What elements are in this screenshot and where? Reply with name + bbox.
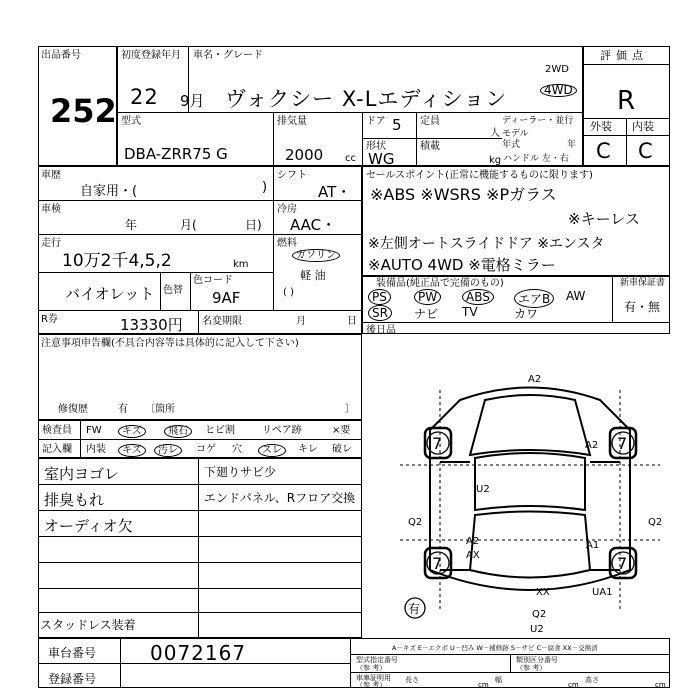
shape-label: 形状 bbox=[366, 141, 386, 152]
repair-place: 〔箇所 bbox=[145, 404, 175, 415]
mileage-label: 走行 bbox=[41, 238, 61, 249]
svg-text:7: 7 bbox=[617, 554, 628, 573]
inspector-row1-item: ×要 bbox=[332, 425, 351, 436]
history-label: 車歴 bbox=[41, 170, 61, 181]
yes-mark: 有 bbox=[408, 602, 421, 616]
svg-text:7: 7 bbox=[432, 554, 443, 573]
interior-grade: C bbox=[638, 139, 654, 163]
roof bbox=[475, 453, 585, 510]
shift-label: シフト bbox=[277, 170, 307, 181]
equipment-item: ABS bbox=[462, 289, 494, 305]
mark-a2-right: A2 bbox=[585, 440, 599, 451]
new-warranty-label: 新車保証書 bbox=[620, 278, 666, 288]
cat-label: 類別区分番号 bbox=[516, 656, 558, 664]
reg-year-label: 初度登録年月 bbox=[121, 50, 181, 61]
legend: A－キズ E－エクボ U－凹み W－補修跡 S－サビ C－腐食 XX－交換済 bbox=[392, 644, 598, 652]
model-year-label: モデル bbox=[502, 129, 529, 139]
fuel-label: 燃料 bbox=[277, 238, 297, 249]
after-label: 後日品 bbox=[366, 325, 396, 336]
svg-text:7: 7 bbox=[617, 434, 628, 453]
lot-number: 252 bbox=[50, 92, 117, 130]
mark-ax: AX bbox=[466, 550, 480, 561]
repair-close: 〕 bbox=[345, 404, 355, 415]
car-name-label: 車名・グレード bbox=[193, 50, 263, 61]
length-label: 長さ bbox=[405, 676, 419, 684]
equipment-item: カワ bbox=[514, 307, 539, 321]
mark-q2-right: Q2 bbox=[648, 517, 663, 528]
chassis-value: 0072167 bbox=[150, 641, 247, 665]
registration-label: 登録番号 bbox=[48, 672, 97, 686]
fuel-diesel: 軽 油 bbox=[300, 269, 326, 282]
drive-2wd: 2WD bbox=[545, 64, 569, 75]
svg-text:7: 7 bbox=[432, 434, 443, 453]
notes-label: 注意事項申告欄(不具合内容等は具体的に記入して下さい) bbox=[41, 338, 299, 349]
capacity-unit: 人 bbox=[490, 128, 500, 139]
fuel-gas: ガソリン bbox=[292, 249, 340, 262]
height-cm: cm bbox=[655, 681, 666, 689]
equipment-item: SR bbox=[368, 305, 392, 321]
inspector-row1-item: キズ bbox=[118, 425, 146, 438]
history-value: 自家用・( bbox=[80, 184, 138, 199]
rating-score: R bbox=[617, 86, 637, 116]
car-outline bbox=[430, 388, 630, 591]
handle-label: ハンドル 左・右 bbox=[503, 154, 569, 164]
cert-label: 型式指定番号 bbox=[356, 656, 398, 664]
mark-a1: A1 bbox=[586, 540, 600, 551]
mark-q2-left: Q2 bbox=[408, 517, 423, 528]
doors-value: 5 bbox=[392, 116, 402, 134]
width-label: 幅 bbox=[495, 676, 502, 684]
fuel-paren: ( ) bbox=[283, 287, 294, 298]
height-label: 高さ bbox=[585, 676, 599, 684]
inspector-row2-item: 汚レ bbox=[154, 444, 182, 457]
year-label: 年式 bbox=[502, 140, 521, 150]
chassis-label: 車台番号 bbox=[48, 646, 97, 660]
mark-q2-bottom: Q2 bbox=[532, 609, 547, 620]
inspector-row2-item: キズ bbox=[118, 444, 146, 457]
inspector-row2-item: 内装 bbox=[86, 444, 106, 455]
cat-ref: （参 考） bbox=[516, 664, 547, 672]
mileage-unit: km bbox=[233, 259, 249, 270]
displacement-label: 排気量 bbox=[277, 116, 307, 127]
reg-month-value: 9月 bbox=[180, 92, 205, 110]
year-unit: 年 bbox=[567, 140, 577, 150]
sales-point-line-3: ※左側オートスライドドア ※エンスタ bbox=[368, 236, 605, 252]
remark-left-4: スタッドレス装着 bbox=[40, 618, 136, 632]
displacement-unit: cc bbox=[345, 153, 356, 164]
shape-value: WG bbox=[368, 150, 395, 168]
inspector-row2-item: スレ bbox=[258, 444, 286, 457]
mark-a2-rear: A2 bbox=[466, 536, 480, 547]
exterior-label: 外装 bbox=[590, 120, 612, 133]
remark-right-1: 下廻りサビ少 bbox=[204, 465, 277, 479]
recycle-label: R券 bbox=[41, 314, 58, 325]
rating-label: 評価点 bbox=[600, 49, 648, 62]
inspector-row2-item: 破レ bbox=[332, 444, 352, 455]
mark-u2: U2 bbox=[476, 484, 490, 495]
load-label: 積載 bbox=[420, 141, 440, 152]
inspector-row2-item: 穴 bbox=[232, 444, 242, 455]
remark-left-3: オーディオ欠 bbox=[44, 517, 133, 535]
sales-point-line-1: ※ABS ※WSRS ※Pガラス bbox=[370, 185, 557, 204]
cert-ref: （参 考） bbox=[356, 664, 387, 672]
inspector-row1-item: FW bbox=[86, 425, 102, 436]
equipment-item: エアB bbox=[514, 289, 554, 308]
term-day: 日 bbox=[347, 316, 357, 327]
mark-xx: XX bbox=[536, 587, 550, 598]
interior-label: 内装 bbox=[632, 120, 654, 133]
color-value: バイオレット bbox=[65, 285, 155, 303]
remark-left-1: 室内ヨゴレ bbox=[44, 465, 120, 483]
remarks-box bbox=[38, 458, 362, 638]
color-code-value: 9AF bbox=[212, 289, 241, 307]
shift-value: AT・ bbox=[318, 183, 352, 201]
mark-a2-top: A2 bbox=[528, 374, 542, 385]
dealer-label: ディーラー・並行 bbox=[502, 116, 574, 126]
car-cert-label: 車庫証明用 bbox=[356, 674, 391, 682]
inspector-row1-item: 飛石 bbox=[164, 425, 192, 438]
model-label: 型式 bbox=[121, 116, 141, 127]
sales-point-line-4: ※AUTO 4WD ※電格ミラー bbox=[368, 256, 556, 274]
inspector-row1-item: ヒビ割 bbox=[205, 425, 235, 436]
term-label: 名変期限 bbox=[202, 316, 242, 327]
equipment-item: AW bbox=[566, 289, 586, 303]
rear bbox=[470, 512, 590, 578]
sales-point-line-2: ※キーレス bbox=[568, 210, 640, 228]
equipment-item: PS bbox=[368, 289, 391, 305]
mark-ua1: UA1 bbox=[592, 587, 613, 598]
drive-4wd: 4WD bbox=[540, 84, 577, 97]
color-code-label: 色コード bbox=[193, 275, 233, 286]
equipment-label: 装備品(純正品で完備のもの) bbox=[376, 278, 504, 289]
load-unit: kg bbox=[489, 155, 502, 166]
inspector-row1-item: リペア跡 bbox=[262, 425, 302, 436]
inspector-row2-item: キレ bbox=[298, 444, 318, 455]
length-cm: cm bbox=[478, 681, 489, 689]
ac-label: 冷房 bbox=[277, 204, 297, 215]
damage-diagram bbox=[380, 370, 680, 640]
inspector-row2-item: コゲ bbox=[196, 444, 216, 455]
color-change-label: 色替 bbox=[163, 285, 183, 296]
doors-label: ドア bbox=[366, 116, 386, 127]
inspection-year: 年 bbox=[125, 218, 138, 232]
inspection-day: 日) bbox=[245, 218, 262, 232]
term-month: 月 bbox=[296, 316, 306, 327]
equipment-item: TV bbox=[462, 305, 478, 319]
remark-right-2: エンドパネル、Rフロア交換 bbox=[204, 491, 356, 505]
new-warranty-value: 有・無 bbox=[624, 300, 661, 314]
repair-label: 修復歴 bbox=[58, 404, 88, 415]
capacity-label: 定員 bbox=[420, 116, 440, 127]
lot-label: 出品番号 bbox=[41, 50, 81, 61]
exterior-grade: C bbox=[596, 139, 612, 163]
sales-point-label: セールスポイント(正常に機能するものに限ります) bbox=[366, 170, 593, 181]
displacement-value: 2000 bbox=[285, 146, 324, 164]
equipment-item: PW bbox=[414, 289, 441, 305]
car-cert-ref: （参 考） bbox=[356, 681, 387, 689]
inspector-label: 検査員 bbox=[42, 425, 72, 436]
remark-left-2: 排臭もれ bbox=[44, 491, 105, 509]
car-name-value: ヴォクシー X-Lエディション bbox=[225, 87, 508, 111]
hood bbox=[470, 395, 590, 455]
ac-value: AAC・ bbox=[290, 216, 337, 234]
reg-year-value: 22 bbox=[130, 85, 159, 109]
history-close: ) bbox=[262, 180, 268, 195]
inspection-label: 車検 bbox=[41, 204, 61, 215]
inspector-label2: 記入欄 bbox=[42, 444, 72, 455]
equipment-item: ナビ bbox=[414, 307, 439, 321]
mark-u2-bottom: U2 bbox=[530, 624, 544, 635]
inspection-month: 月( bbox=[180, 218, 197, 232]
mileage-value: 10万2千4,5,2 bbox=[62, 251, 172, 271]
repair-value: 有 bbox=[118, 404, 128, 415]
width-cm: cm bbox=[568, 681, 579, 689]
recycle-value: 13330円 bbox=[120, 316, 183, 334]
model-value: DBA-ZRR75 G bbox=[124, 145, 228, 163]
